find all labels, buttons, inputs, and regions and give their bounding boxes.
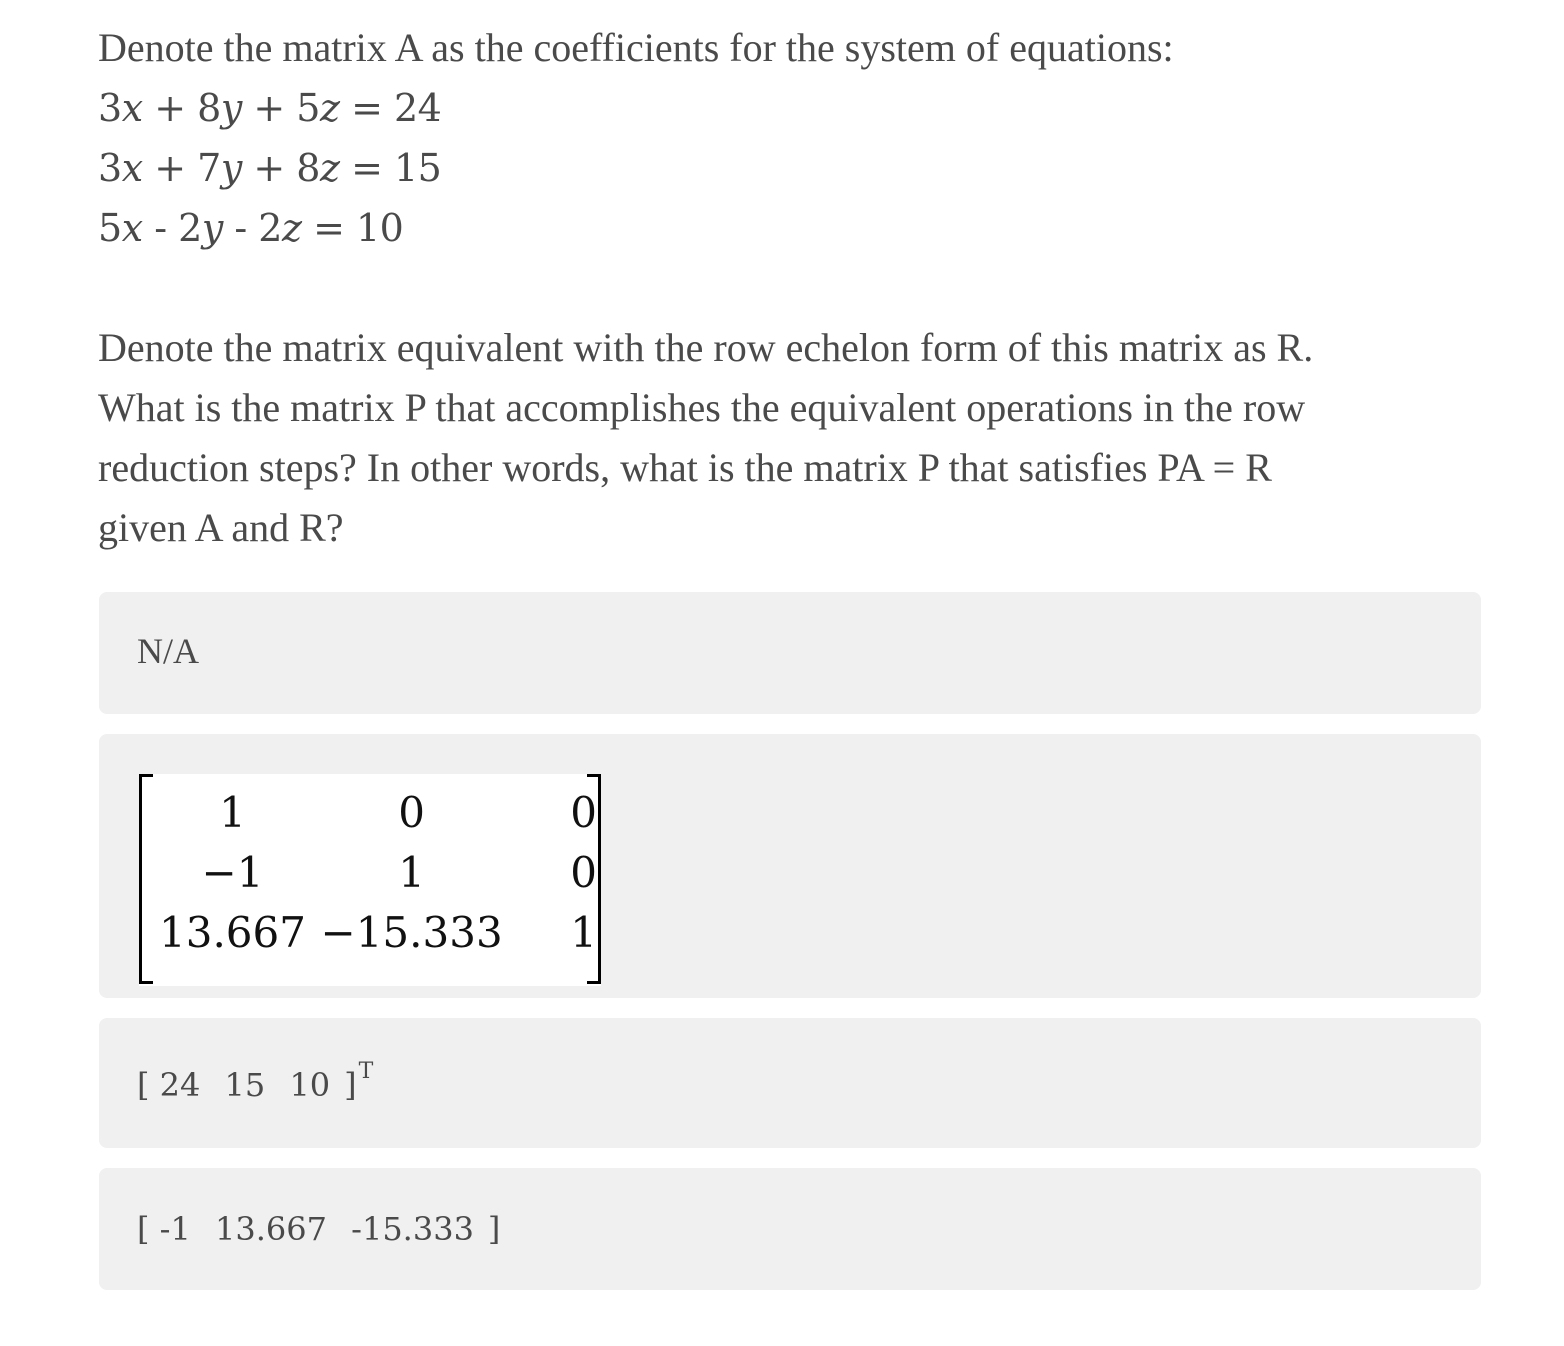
eq1-coef-y: 8: [197, 86, 221, 130]
answer-option-matrix[interactable]: [99, 734, 1481, 998]
eq2-var-z: z: [319, 146, 340, 190]
eq3-var-y: y: [201, 206, 223, 250]
eq2-coef-x: 3: [98, 146, 122, 190]
eq1-var-x: x: [121, 86, 143, 130]
vector-value: -15.333: [351, 1210, 474, 1248]
vector-value: 10: [289, 1066, 331, 1104]
matrix-table: [159, 782, 601, 962]
eq2-coef-y: 7: [197, 146, 221, 190]
eq1-coef-x: 3: [98, 86, 122, 130]
eq1-rhs: = 24: [339, 86, 442, 130]
transpose-superscript: T: [358, 1059, 374, 1084]
matrix-row: [159, 902, 601, 962]
question-para-line: given A and R?: [98, 505, 344, 550]
matrix-left-bracket: [139, 774, 153, 984]
close-bracket: ]: [487, 1210, 501, 1248]
eq1-op2: +: [241, 86, 297, 130]
eq3-coef-y: 2: [178, 206, 202, 250]
equation-2: [98, 138, 1478, 198]
eq1-var-z: z: [319, 86, 340, 130]
matrix-cell: 1: [570, 907, 597, 957]
eq1-var-y: y: [220, 86, 242, 130]
option-na-label: N/A: [137, 631, 199, 671]
matrix-cell: 13.667: [159, 907, 306, 957]
eq2-rhs: = 15: [339, 146, 442, 190]
equation-3: [98, 198, 1478, 258]
eq2-var-y: y: [220, 146, 242, 190]
eq3-op2: -: [222, 206, 259, 250]
matrix-cell: 0: [570, 787, 597, 837]
matrix-cell: 1: [219, 787, 246, 837]
answer-option-vector-transpose[interactable]: [99, 1018, 1481, 1148]
equation-1: [98, 78, 1478, 138]
option-vector-t-text: [137, 1059, 387, 1104]
matrix-image: [139, 774, 601, 986]
eq2-var-x: x: [121, 146, 143, 190]
open-bracket: [: [137, 1210, 150, 1248]
vector-value: -1: [159, 1210, 191, 1248]
vector-value: 24: [159, 1066, 201, 1104]
matrix-cell: 0: [398, 787, 425, 837]
question-block: [98, 18, 1478, 558]
matrix-cell: 0: [570, 847, 597, 897]
vector-value: 13.667: [215, 1210, 327, 1248]
eq1-coef-z: 5: [296, 86, 320, 130]
question-para-line: Denote the matrix equivalent with the row echelon form of this matrix as R.: [98, 325, 1314, 370]
eq3-var-z: z: [281, 206, 302, 250]
answer-option-na[interactable]: [99, 592, 1481, 714]
vector-value: 15: [224, 1066, 266, 1104]
eq1-op1: +: [142, 86, 198, 130]
eq3-var-x: x: [121, 206, 143, 250]
matrix-row: [159, 842, 601, 902]
question-para-line: reduction steps? In other words, what is the matrix P that satisfies PA = R: [98, 445, 1272, 490]
eq2-coef-z: 8: [296, 146, 320, 190]
eq2-op1: +: [142, 146, 198, 190]
question-intro: Denote the matrix A as the coefficients for the system of equations:: [98, 25, 1174, 70]
matrix-row: [159, 782, 601, 842]
eq3-coef-x: 5: [98, 206, 122, 250]
eq3-coef-z: 2: [258, 206, 282, 250]
close-bracket: ]: [344, 1066, 357, 1104]
eq3-op1: -: [142, 206, 179, 250]
open-bracket: [: [137, 1066, 150, 1104]
option-vector-text: [137, 1210, 500, 1248]
matrix-cell: −15.333: [320, 907, 503, 957]
eq3-rhs: = 10: [301, 206, 404, 250]
question-paragraph: [98, 318, 1478, 558]
answer-option-vector[interactable]: [99, 1168, 1481, 1290]
matrix-cell: 1: [398, 847, 425, 897]
eq2-op2: +: [241, 146, 297, 190]
question-para-line: What is the matrix P that accomplishes the equivalent operations in the row: [98, 385, 1306, 430]
matrix-cell: −1: [201, 847, 264, 897]
